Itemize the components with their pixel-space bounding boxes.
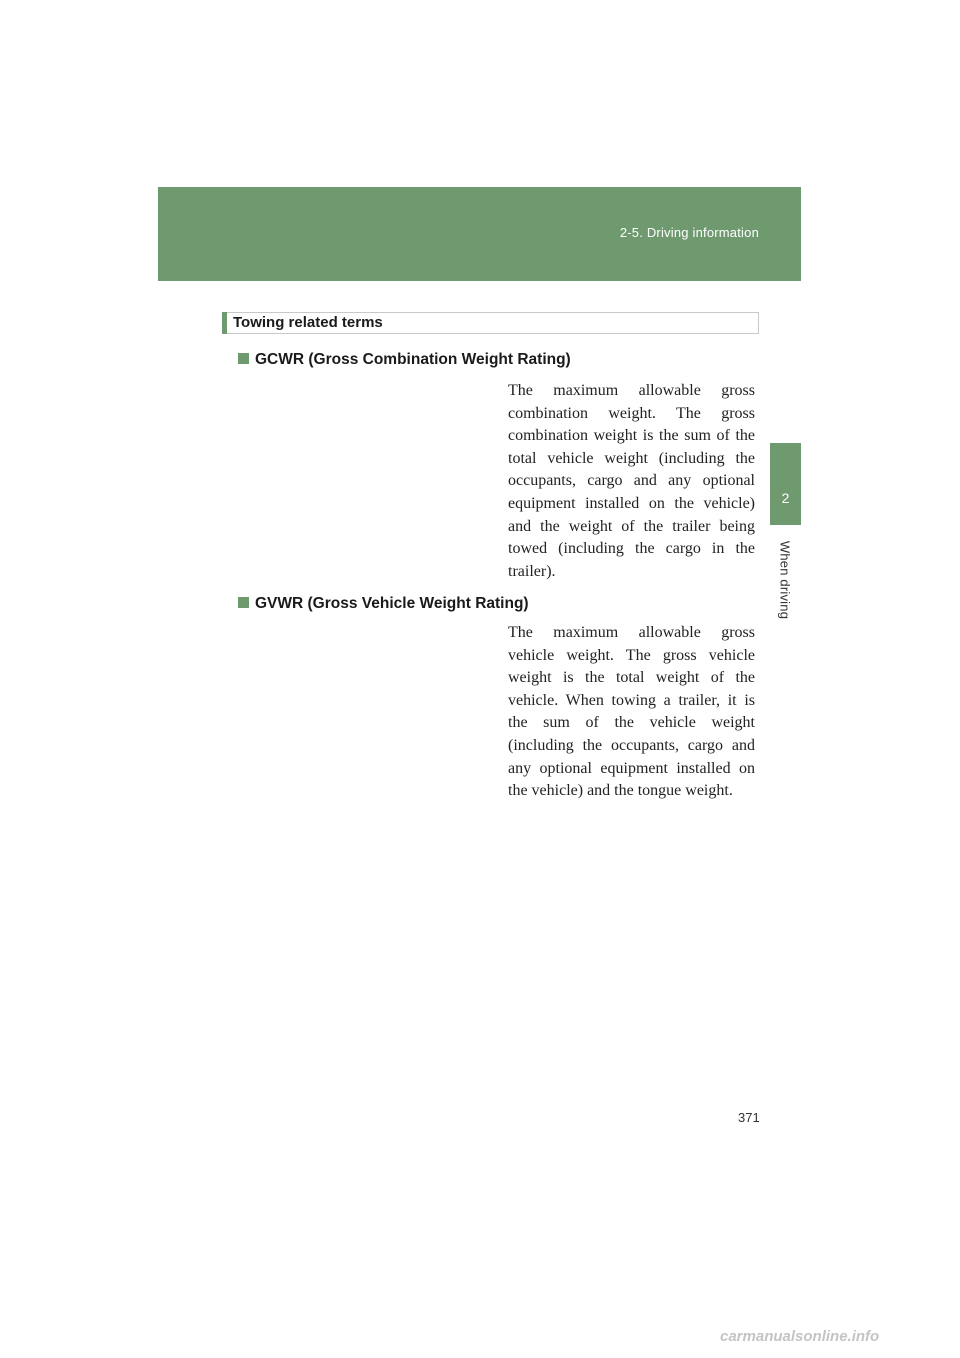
term-title-text: GCWR (Gross Combination Weight Rating): [255, 351, 571, 368]
term-definition-gvwr: The maximum allowable gross vehicle weight. The gross vehicle weight is the total weight of the vehicle. When towing a trailer, it is the sum of the vehicle weight (including the occupants, cargo and any optional equipment installed on the vehicle) and the tongue weight.: [508, 624, 755, 800]
page-number: 371: [738, 1110, 760, 1125]
heading-text: Towing related terms: [233, 314, 383, 331]
term-title-text: GVWR (Gross Vehicle Weight Rating): [255, 595, 529, 612]
chapter-number: 2: [781, 490, 790, 506]
chapter-tab[interactable]: [770, 443, 801, 525]
watermark: carmanualsonline.info: [720, 1328, 880, 1345]
square-bullet-icon: [238, 353, 249, 364]
section-heading: [222, 312, 759, 334]
square-bullet-icon: [238, 597, 249, 608]
section-title: 2-5. Driving information: [619, 225, 759, 240]
term-title-gvwr: [238, 595, 529, 613]
chapter-title: When driving: [777, 540, 793, 620]
term-title-gcwr: [238, 351, 571, 369]
header-band: [158, 187, 801, 281]
term-definition-gcwr: The maximum allowable gross combination weight. The gross combination weight is the sum of the total vehicle weight (including the occupants, cargo and any optional equipment installed on the vehicle) and the weight of the trailer being towed (including the cargo in the trailer).: [508, 382, 755, 580]
heading-marker: [222, 312, 227, 334]
